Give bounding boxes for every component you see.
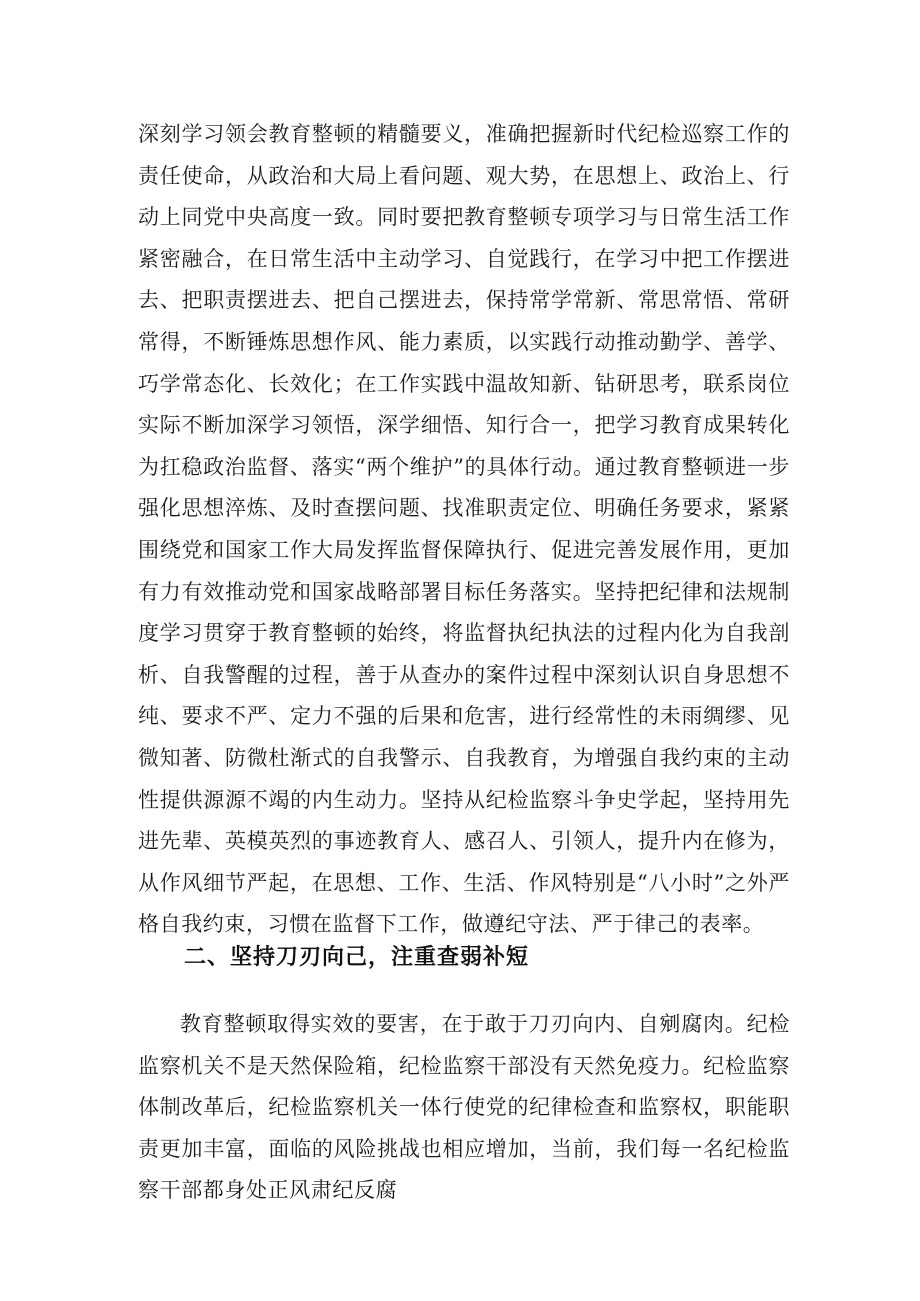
section-heading-2: 二、坚持刀刃向己，注重查弱补短 — [184, 945, 530, 970]
body-paragraph-2: 教育整顿取得实效的要害，在于敢于刀刃向内、自剜腐肉。纪检监察机关不是天然保险箱，纪检监察干部没有天然免疫力。纪检监察体制改革后，纪检监察机关一体行使党的纪律检查和监察权，职能职责更加丰富，面临的风险挑战也相应增加，当前，我们每一名纪检监察干部都身处正风肃纪反腐 — [138, 1012, 790, 1203]
body-paragraph-1: 深刻学习领会教育整顿的精髓要义，准确把握新时代纪检巡察工作的责任使命，从政治和大局上看问题、观大势，在思想上、政治上、行动上同党中央高度一致。同时要把教育整顿专项学习与日常生活工作紧密融合，在日常生活中主动学习、自觉践行，在学习中把工作摆进去、把职责摆进去、把自己摆进去，保持常学常新、常思常悟、常研常得，不断锤炼思想作风、能力素质，以实践行动推动勤学、善学、巧学常态化、长效化；在工作实践中温故知新、钻研思考，联系岗位实际不断加深学习领悟，深学细悟、知行合一，把学习教育成果转化为扛稳政治监督、落实“两个维护”的具体行动。通过教育整顿进一步强化思想淬炼、及时查摆问题、找准职责定位、明确任务要求，紧紧围绕党和国家工作大局发挥监督保障执行、促进完善发展作用，更加有力有效推动党和国家战略部署目标任务落实。坚持把纪律和法规制度学习贯穿于教育整顿的始终，将监督执纪执法的过程内化为自我剖析、自我警醒的过程，善于从查办的案件过程中深刻认识自身思想不纯、要求不严、定力不强的后果和危害，进行经常性的未雨绸缪、见微知著、防微杜渐式的自我警示、自我教育，为增强自我约束的主动性提供源源不竭的内生动力。坚持从纪检监察斗争史学起，坚持用先进先辈、英模英烈的事迹教育人、感召人、引领人，提升内在修为，从作风细节严起，在思想、工作、生活、作风特别是“八小时”之外严格自我约束，习惯在监督下工作，做遵纪守法、严于律己的表率。 — [138, 122, 790, 937]
